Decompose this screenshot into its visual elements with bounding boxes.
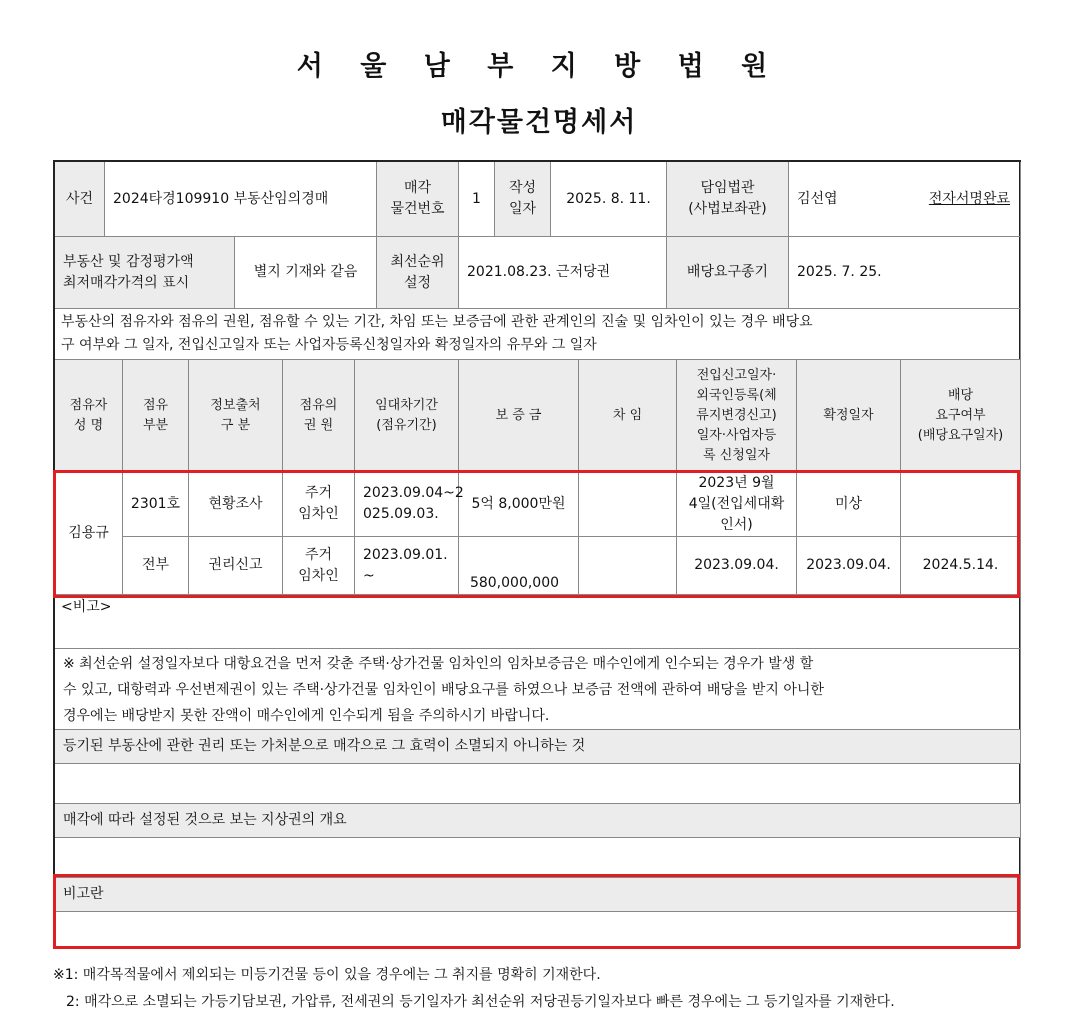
table-cell-move_in: 2023.09.04.: [677, 537, 797, 595]
document-title: 매각물건명세서: [440, 107, 638, 138]
written-date: 2025. 8. 11.: [551, 162, 667, 237]
case-number: 2024타경109910 부동산임의경매: [105, 162, 377, 237]
remarks-label: <비고>: [61, 599, 112, 615]
table-cell-right: 주거 임차인: [283, 472, 355, 537]
court-name: 서 울 남 부 지 방 법 원: [296, 51, 782, 82]
table-cell-claim: 2024.5.14.: [901, 537, 1021, 595]
table-cell-move_in: 2023년 9월 4일(전입세대확 인서): [677, 472, 797, 537]
item-number: 1: [459, 162, 495, 237]
case-label: 사건: [55, 162, 105, 237]
property-label: 부동산 및 감정평가액 최저매각가격의 표시: [55, 237, 235, 309]
table-cell-source: 권리신고: [189, 537, 283, 595]
property-value: 별지 기재와 같음: [235, 237, 377, 309]
priority-value: 2021.08.23. 근저당권: [459, 237, 667, 309]
column-header: 임대차기간 (점유기간): [355, 360, 459, 472]
table-cell-fixed_date: 2023.09.04.: [797, 537, 901, 595]
priority-label: 최선순위 설정: [377, 237, 459, 309]
notes-highlight: [53, 874, 1020, 949]
table-cell-fixed_date: 미상: [797, 472, 901, 537]
footnote-1: ※1: 매각목적물에서 제외되는 미등기건물 등이 있을 경우에는 그 취지를 명확히 기재한다.: [53, 967, 601, 983]
deadline-label: 배당요구종기: [667, 237, 789, 309]
section-rights-label: 등기된 부동산에 관한 권리 또는 가처분으로 매각으로 그 효력이 소멸되지 아니하는 것: [55, 730, 1021, 764]
column-header: 확정일자: [797, 360, 901, 472]
section-rights-content: [55, 764, 1021, 804]
written-date-label: 작성 일자: [495, 162, 551, 237]
tenant-rows-highlight: [53, 470, 1020, 598]
column-header: 점유 부분: [123, 360, 189, 472]
occupant-name: 김용규: [55, 472, 123, 595]
deadline-value: 2025. 7. 25.: [789, 237, 1021, 309]
section-notes-label: 비고란: [55, 878, 1021, 912]
column-header: 보 증 금: [459, 360, 579, 472]
table-cell-deposit: 5억 8,000만원: [459, 472, 579, 537]
occupancy-intro: 부동산의 점유자와 점유의 권원, 점유할 수 있는 기간, 차임 또는 보증금에 관한 관계인의 진술 및 임차인이 있는 경우 배당요 구 여부와 그 일자, 전입신고일자 또는 사업자등록신청일자와 확정일자의 유무와 그 일자: [55, 309, 1021, 360]
column-header: 배당 요구여부 (배당요구일자): [901, 360, 1021, 472]
caution-notice: ※ 최선순위 설정일자보다 대항요건을 먼저 갖춘 주택·상가건물 임차인의 임차보증금은 매수인에게 인수되는 경우가 발생 할 수 있고, 대항력과 우선변제권이 있는 주택·상가건물 임차인이 배당요구를 하였으나 보증금 전액에 관하여 배당을 받지 아니한 경우에는 배당받지 못한 잔액이 매수인에게 인수되게 됨을 주의하시기 바랍니다.: [55, 649, 1021, 730]
column-header: 정보출처 구 분: [189, 360, 283, 472]
table-cell-part: 2301호: [123, 472, 189, 537]
remarks-box: [55, 595, 1021, 649]
judge-label: 담임법관 (사법보좌관): [667, 162, 789, 237]
judge-name: 김선엽: [797, 191, 838, 207]
section-superficies-content: [55, 838, 1021, 878]
table-cell-right: 주거 임차인: [283, 537, 355, 595]
column-header: 점유자 성 명: [55, 360, 123, 472]
column-header: 차 임: [579, 360, 677, 472]
table-cell-period: 2023.09.01. ~: [355, 537, 459, 595]
table-cell-period: 2023.09.04~2 025.09.03.: [355, 472, 459, 537]
judge-cell: [789, 162, 1021, 237]
column-header: 전입신고일자· 외국인등록(체 류지변경신고) 일자·사업자등 록 신청일자: [677, 360, 797, 472]
column-header: 점유의 권 원: [283, 360, 355, 472]
item-number-label: 매각 물건번호: [377, 162, 459, 237]
signature-status: 전자서명완료: [928, 191, 1010, 207]
table-cell-deposit: 580,000,000: [459, 537, 579, 595]
footnote-2: 2: 매각으로 소멸되는 가등기담보권, 가압류, 전세권의 등기일자가 최선순위 저당권등기일자보다 빠른 경우에는 그 등기일자를 기재한다.: [66, 994, 895, 1010]
table-cell-part: 전부: [123, 537, 189, 595]
section-superficies-label: 매각에 따라 설정된 것으로 보는 지상권의 개요: [55, 804, 1021, 838]
table-cell-source: 현황조사: [189, 472, 283, 537]
